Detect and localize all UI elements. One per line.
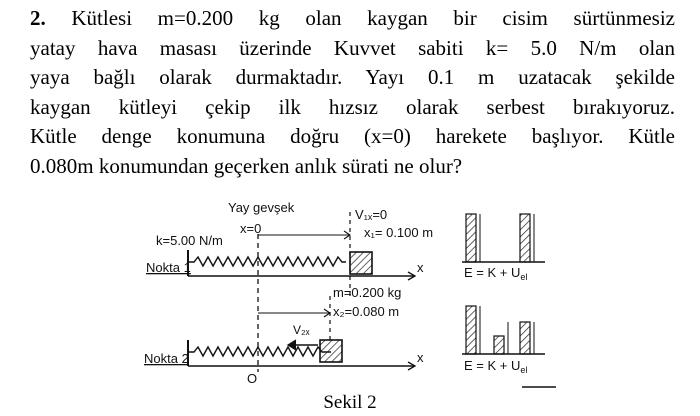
- figure-caption: Sekil 2: [323, 392, 377, 413]
- origin-label: O: [247, 371, 258, 386]
- energy-equation-1: $E = K + U_{el}$: [464, 265, 528, 282]
- elastic-energy-bar-1: [520, 214, 530, 262]
- problem-line-3: yaya bağlı olarak durmaktadır. Yayı 0.1 m uzatacak şekilde: [30, 65, 675, 89]
- x1-label: x₁= 0.100 m: [364, 225, 434, 240]
- elastic-energy-bar-2: [520, 322, 530, 354]
- problem-line-4: kaygan kütleyi çekip ilk hızsız olarak serbest bırakıyoruz.: [30, 94, 675, 119]
- point1-label: Nokta 1: [146, 260, 191, 275]
- point2-label: Nokta 2: [144, 351, 189, 366]
- x-axis-label-1: x: [417, 260, 424, 275]
- spring-2: [188, 347, 331, 356]
- energy-bars-2: [462, 306, 545, 354]
- spring-relaxed-label: Yay gevşek: [228, 200, 295, 215]
- v1-label: V₁ₓ=0: [355, 207, 388, 222]
- energy-bars-1: [462, 214, 545, 262]
- problem-line-6: 0.080m konumundan geçerken anlık sürati ne olur?: [30, 153, 463, 178]
- problem-line-2: yatay hava masası üzerinde Kuvvet sabiti k= 5.0 N/m olan: [30, 35, 675, 60]
- problem-line-1: 2. Kütlesi m=0.200 kg olan kaygan bir cisim sürtünmesiz: [30, 6, 676, 30]
- spring-1: [188, 257, 346, 266]
- energy-equation-2: $E = K + U_{el}$: [464, 358, 528, 375]
- x2-label: x₂=0.080 m: [333, 304, 400, 319]
- kinetic-energy-bar-2: [494, 336, 504, 354]
- x-axis-label-2: x: [417, 350, 424, 365]
- mass-label: m=0.200 kg: [333, 285, 402, 300]
- problem-line-5: Kütle denge konumuna doğru (x=0) harekete başlıyor. Kütle: [30, 124, 675, 148]
- mass-block-1: [350, 252, 372, 274]
- energy-total-bar-2: [466, 306, 476, 354]
- x0-label: x=0: [240, 221, 262, 236]
- spring-constant-label: k=5.00 N/m: [156, 233, 223, 248]
- energy-total-bar-1: [466, 214, 476, 262]
- mass-block-2: [320, 340, 342, 362]
- problem-number: 2.: [30, 6, 46, 30]
- v2-label: V₂ₓ: [293, 323, 310, 337]
